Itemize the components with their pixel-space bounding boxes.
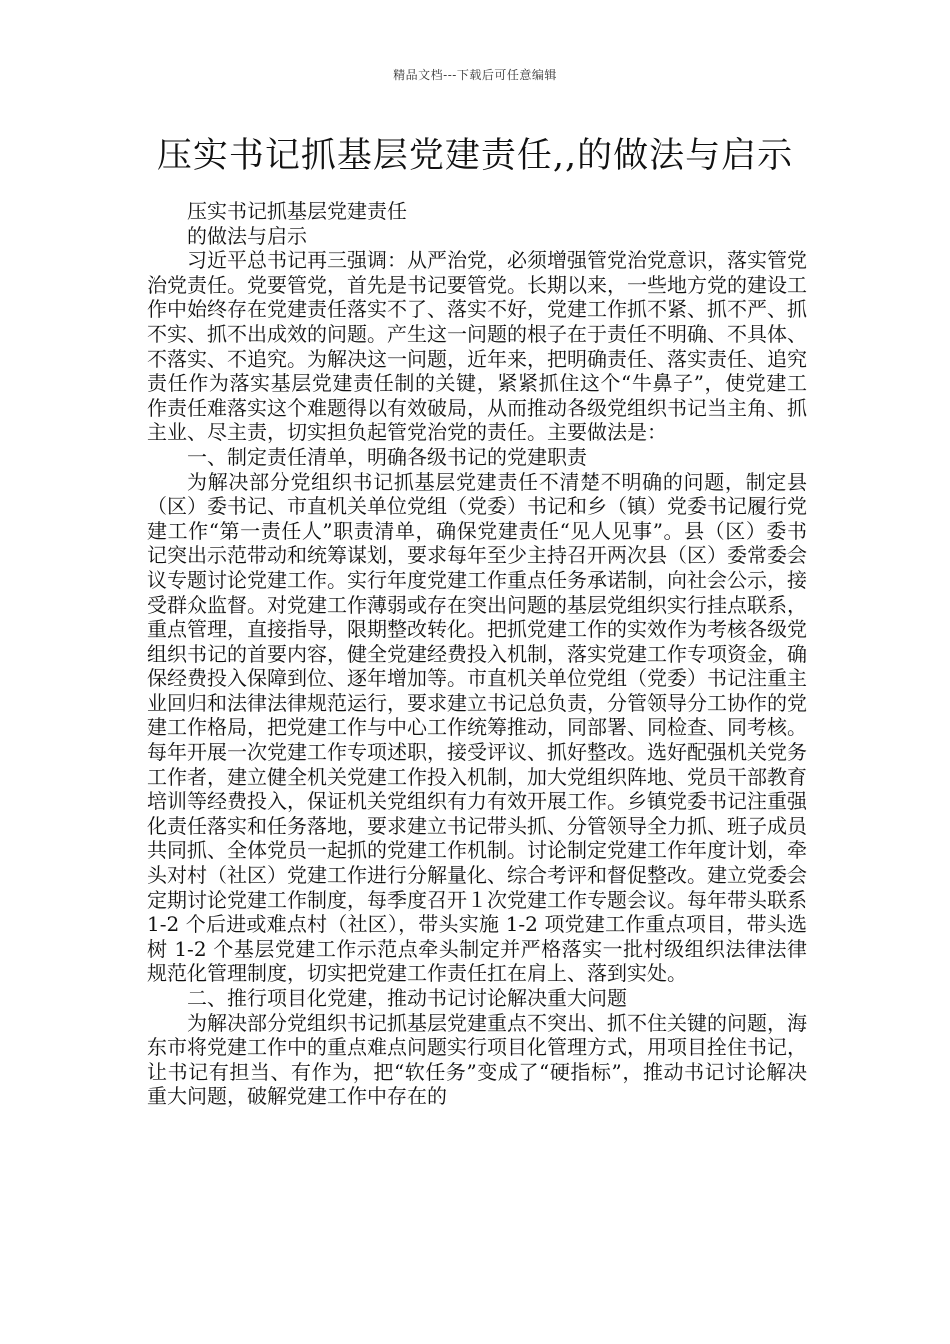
subtitle-line-1: 压实书记抓基层党建责任	[187, 199, 407, 223]
header-note: 精品文档---下载后可任意编辑	[393, 68, 557, 82]
paragraph-section-2: 为解决部分党组织书记抓基层党建重点不突出、抓不住关键的问题，海东市将党建工作中的重点难点问题实行项目化管理方式，用项目拴住书记，让书记有担当、有作为，把“软任务”变成了“硬指标”，推动书记讨论解决重大问题，破解党建工作中存在的	[147, 1010, 807, 1109]
document-body	[147, 199, 807, 1109]
subtitle-line-2: 的做法与启示	[187, 223, 307, 248]
paragraph-section-1: 为解决部分党组织书记抓基层党建责任不清楚不明确的问题，制定县（区）委书记、市直机关单位党组（党委）书记和乡（镇）党委书记履行党建工作“第一责任人”职责清单，确保党建责任“见人见事”。县（区）委书记突出示范带动和统筹谋划，要求每年至少主持召开两次县（区）委常委会议专题讨论党建工作。实行年度党建工作重点任务承诺制，向社会公示，接受群众监督。对党建工作薄弱或存在突出问题的基层党组织实行挂点联系，重点管理，直接指导，限期整改转化。把抓党建工作的实效作为考核各级党组织书记的首要内容，健全党建经费投入机制，落实党建工作专项资金，确保经费投入保障到位、逐年增加等。市直机关单位党组（党委）书记注重主业回归和法律法律规范运行，要求建立书记总负责，分管领导分工协作的党建工作格局，把党建工作与中心工作统筹推动，同部署、同检查、同考核。每年开展一次党建工作专项述职，接受评议、抓好整改。选好配强机关党务工作者，建立健全机关党建工作投入机制，加大党组织阵地、党员干部教育培训等经费投入，保证机关党组织有力有效开展工作。乡镇党委书记注重强化责任落实和任务落地，要求建立书记带头抓、分管领导全力抓、班子成员共同抓、全体党员一起抓的党建工作机制。讨论制定党建工作年度计划，牵头对村（社区）党建工作进行分解量化、综合考评和督促整改。建立党委会定期讨论党建工作制度，每季度召开１次党建工作专题会议。每年带头联系 1-2 个后进或难点村（社区），带头实施 1-2 项党建工作重点项目，带头选树 1-2 个基层党建工作示范点牵头制定并严格落实一批村级组织法律法律规范化管理制度，切实把党建工作责任扛在肩上、落到实处。	[147, 469, 807, 986]
paragraph-intro: 习近平总书记再三强调：从严治党，必须增强管党治党意识，落实管党治党责任。党要管党，首先是书记要管党。长期以来，一些地方党的建设工作中始终存在党建责任落实不了、落实不好，党建工作抓不紧、抓不严、抓不实、抓不出成效的问题。产生这一问题的根子在于责任不明确、不具体、不落实、不追究。为解决这一问题，近年来，把明确责任、落实责任、追究责任作为落实基层党建责任制的关键，紧紧抓住这个“牛鼻子”，使党建工作责任难落实这个难题得以有效破局，从而推动各级党组织书记当主角、抓主业、尽主责，切实担负起管党治党的责任。主要做法是：	[147, 248, 807, 445]
document-title: 压实书记抓基层党建责任,,的做法与启示	[156, 136, 794, 176]
section-heading-2: 二、推行项目化党建，推动书记讨论解决重大问题	[187, 986, 627, 1010]
section-heading-1: 一、制定责任清单，明确各级书记的党建职责	[187, 444, 587, 469]
